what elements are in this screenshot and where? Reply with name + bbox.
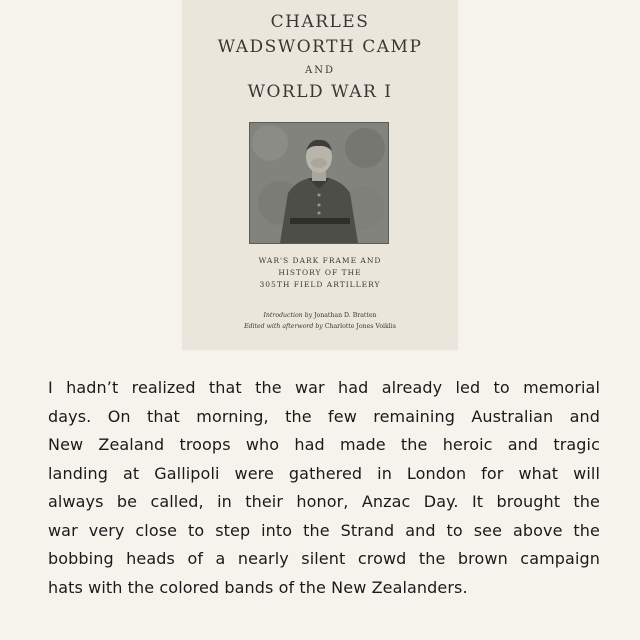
cover-subtitle-line-1: WAR'S DARK FRAME AND: [258, 256, 382, 265]
passage-line: always be called, in their honor, Anzac Day. It brought the: [48, 492, 600, 511]
passage-line: days. On that morning, the few remaining Australian and: [48, 406, 600, 426]
passage-line: landing at Gallipoli were gathered in London for what will: [48, 463, 600, 483]
cover-credit-editor-prefix: Edited with afterword by: [244, 323, 323, 330]
cover-subtitle-line-2: HISTORY OF THE: [278, 268, 362, 277]
soldier-portrait-illustration: [250, 123, 388, 243]
cover-credit-introduction: [182, 310, 458, 321]
cover-subtitle-line-3: 305TH FIELD ARTILLERY: [259, 280, 381, 289]
cover-title-line-1: CHARLES: [270, 12, 370, 32]
passage-line: hats with the colored bands of the New Zealanders.: [48, 577, 468, 597]
passage-line: I hadn’t realized that the war had already led to memorial: [48, 378, 600, 397]
passage-line: war very close to step into the Strand and to see above the: [48, 520, 600, 540]
cover-credit-editor: [182, 321, 458, 332]
passage-line: bobbing heads of a nearly silent crowd the brown campaign: [48, 549, 600, 568]
cover-credits: [182, 310, 458, 332]
cover-title-line-2: WADSWORTH CAMP: [217, 37, 423, 57]
cover-subtitle: [182, 255, 458, 291]
soldier-portrait-photo: [249, 122, 389, 244]
book-cover: [182, 0, 458, 350]
passage-line: New Zealand troops who had made the heroic and tragic: [48, 435, 600, 454]
cover-credit-introduction-prefix: Introduction by: [263, 312, 313, 319]
cover-title-line-3: AND: [305, 65, 335, 76]
cover-credit-editor-name: Charlotte Jones Voiklis: [324, 323, 396, 330]
cover-credit-introduction-name: Jonathan D. Bratten: [314, 312, 377, 319]
passage-text: [48, 374, 600, 602]
cover-title-line-4: WORLD WAR I: [247, 82, 393, 102]
cover-title: [182, 10, 458, 105]
